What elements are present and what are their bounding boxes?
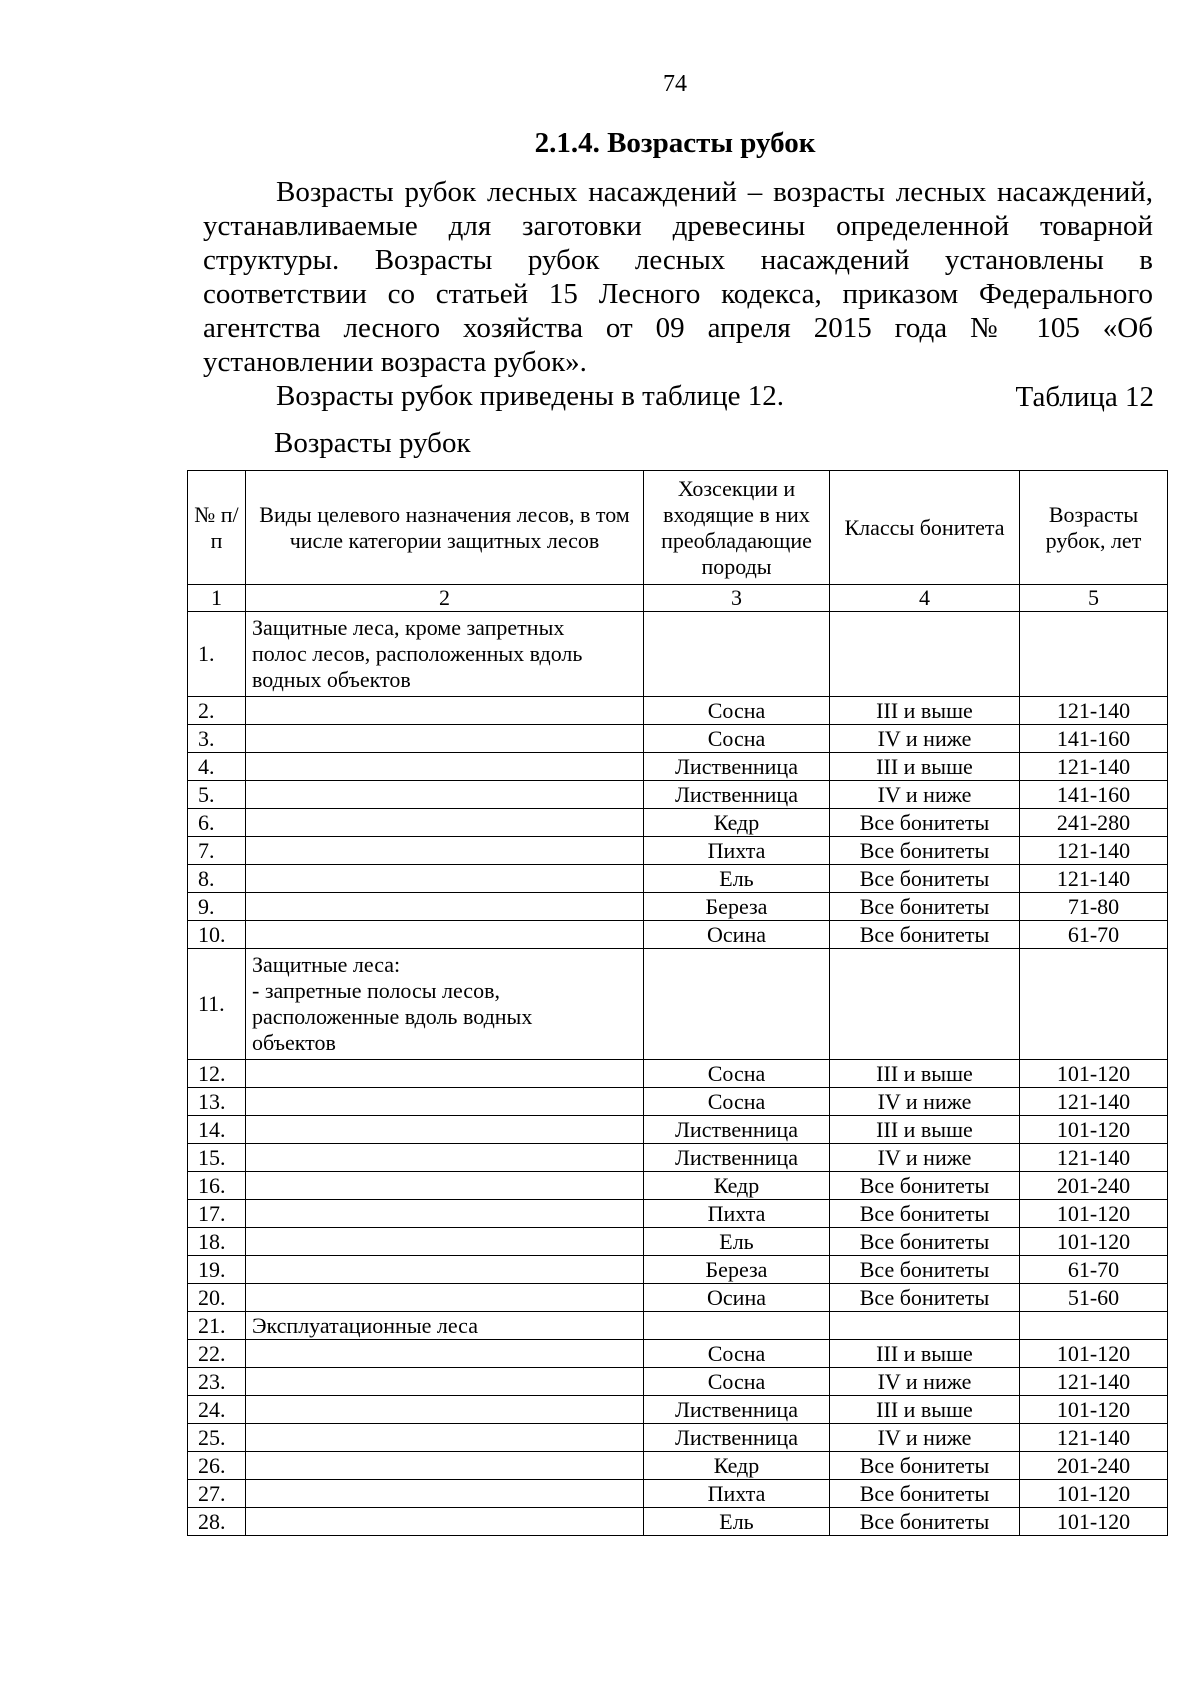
row-purpose [246, 1200, 644, 1228]
row-number: 24. [188, 1396, 246, 1424]
row-purpose [246, 1508, 644, 1536]
row-number: 2. [188, 697, 246, 725]
row-purpose [246, 809, 644, 837]
row-age: 241-280 [1020, 809, 1168, 837]
row-age: 121-140 [1020, 1144, 1168, 1172]
row-number: 28. [188, 1508, 246, 1536]
row-purpose [246, 1312, 644, 1340]
row-purpose [246, 1088, 644, 1116]
row-bonitet: III и выше [830, 753, 1020, 781]
row-purpose [246, 1368, 644, 1396]
row-purpose [246, 1284, 644, 1312]
row-bonitet: IV и ниже [830, 1368, 1020, 1396]
row-age: 101-120 [1020, 1228, 1168, 1256]
row-age: 101-120 [1020, 1200, 1168, 1228]
cutting-age-table [187, 470, 1168, 1536]
row-number: 6. [188, 809, 246, 837]
table-row [188, 1452, 1168, 1480]
table-row [188, 1312, 1168, 1340]
table-caption: Возрасты рубок [274, 427, 471, 459]
row-age: 61-70 [1020, 921, 1168, 949]
row-purpose-text: Эксплуатационные леса [252, 1312, 478, 1338]
table-row [188, 1368, 1168, 1396]
row-number: 15. [188, 1144, 246, 1172]
row-age [1020, 949, 1168, 1060]
table-row [188, 1256, 1168, 1284]
table-row [188, 1340, 1168, 1368]
table-row [188, 865, 1168, 893]
column-number-row [188, 585, 1168, 612]
row-number: 17. [188, 1200, 246, 1228]
row-species: Ель [644, 1228, 830, 1256]
row-species: Пихта [644, 1480, 830, 1508]
row-age: 101-120 [1020, 1480, 1168, 1508]
row-number: 16. [188, 1172, 246, 1200]
row-number: 12. [188, 1060, 246, 1088]
row-number: 8. [188, 865, 246, 893]
row-species: Кедр [644, 1452, 830, 1480]
row-bonitet: Все бонитеты [830, 1284, 1020, 1312]
row-bonitet: Все бонитеты [830, 1200, 1020, 1228]
row-species: Осина [644, 921, 830, 949]
row-bonitet [830, 949, 1020, 1060]
row-bonitet [830, 1312, 1020, 1340]
row-purpose [246, 1172, 644, 1200]
table-row [188, 1284, 1168, 1312]
table-row [188, 837, 1168, 865]
row-age [1020, 612, 1168, 697]
row-purpose [246, 697, 644, 725]
row-bonitet: Все бонитеты [830, 1452, 1020, 1480]
row-bonitet: Все бонитеты [830, 1172, 1020, 1200]
row-bonitet: III и выше [830, 697, 1020, 725]
table-row [188, 1508, 1168, 1536]
row-number: 4. [188, 753, 246, 781]
row-bonitet: IV и ниже [830, 1088, 1020, 1116]
column-number: 4 [830, 585, 1020, 612]
row-age: 121-140 [1020, 837, 1168, 865]
column-number: 3 [644, 585, 830, 612]
row-species: Лиственница [644, 1144, 830, 1172]
row-number: 13. [188, 1088, 246, 1116]
row-number: 25. [188, 1424, 246, 1452]
row-purpose [246, 1116, 644, 1144]
row-purpose [246, 1228, 644, 1256]
row-species: Ель [644, 1508, 830, 1536]
row-age: 121-140 [1020, 1368, 1168, 1396]
row-bonitet: IV и ниже [830, 1144, 1020, 1172]
table-body [188, 585, 1168, 1536]
row-number: 21. [188, 1312, 246, 1340]
table-label: Таблица 12 [1015, 381, 1154, 413]
row-species: Сосна [644, 1060, 830, 1088]
row-species: Лиственница [644, 1396, 830, 1424]
row-bonitet: Все бонитеты [830, 1256, 1020, 1284]
row-age: 201-240 [1020, 1172, 1168, 1200]
row-age: 61-70 [1020, 1256, 1168, 1284]
column-number: 5 [1020, 585, 1168, 612]
table-row [188, 1060, 1168, 1088]
row-number: 22. [188, 1340, 246, 1368]
row-purpose [246, 949, 644, 1060]
row-species: Береза [644, 893, 830, 921]
header-species: Хозсекции и входящие в них преобладающие породы [644, 471, 830, 585]
row-species: Сосна [644, 725, 830, 753]
intro-paragraph: Возрасты рубок лесных насаждений – возрасты лесных насаждений, устанавливаемые для заготовки древесины определенной товарной структуры. Возрасты рубок лесных насаждений установлены в соответствии со статьей 15 Лесного кодекса, приказом Федерального агентства лесного хозяйства от 09 апреля 2015 года № 105 «Об установлении возраста рубок». [203, 176, 1153, 378]
row-purpose [246, 837, 644, 865]
row-purpose [246, 725, 644, 753]
row-purpose [246, 1424, 644, 1452]
header-age: Возрасты рубок, лет [1020, 471, 1168, 585]
row-species [644, 612, 830, 697]
row-bonitet: III и выше [830, 1060, 1020, 1088]
row-bonitet [830, 612, 1020, 697]
row-number: 11. [188, 949, 246, 1060]
table-row [188, 612, 1168, 697]
row-species: Лиственница [644, 781, 830, 809]
row-bonitet: III и выше [830, 1340, 1020, 1368]
row-species: Сосна [644, 1340, 830, 1368]
row-bonitet: IV и ниже [830, 725, 1020, 753]
row-purpose [246, 1452, 644, 1480]
row-bonitet: Все бонитеты [830, 1508, 1020, 1536]
row-age: 101-120 [1020, 1116, 1168, 1144]
row-species: Лиственница [644, 1116, 830, 1144]
table-row [188, 809, 1168, 837]
row-number: 5. [188, 781, 246, 809]
row-number: 18. [188, 1228, 246, 1256]
row-bonitet: Все бонитеты [830, 1228, 1020, 1256]
row-age: 121-140 [1020, 1424, 1168, 1452]
row-age: 121-140 [1020, 753, 1168, 781]
table-row [188, 1424, 1168, 1452]
row-number: 23. [188, 1368, 246, 1396]
row-purpose [246, 612, 644, 697]
table-row [188, 1088, 1168, 1116]
row-species: Лиственница [644, 1424, 830, 1452]
row-age: 101-120 [1020, 1060, 1168, 1088]
row-purpose [246, 1256, 644, 1284]
table-row [188, 1116, 1168, 1144]
row-purpose-text: Защитные леса, кроме запретных полос лесов, расположенных вдоль водных объектов [252, 615, 583, 692]
row-purpose [246, 1396, 644, 1424]
row-age: 101-120 [1020, 1508, 1168, 1536]
table-row [188, 1396, 1168, 1424]
row-purpose [246, 1144, 644, 1172]
row-number: 10. [188, 921, 246, 949]
row-bonitet: Все бонитеты [830, 893, 1020, 921]
row-species: Пихта [644, 1200, 830, 1228]
row-purpose [246, 1340, 644, 1368]
row-purpose [246, 1060, 644, 1088]
row-age: 141-160 [1020, 781, 1168, 809]
row-number: 1. [188, 612, 246, 697]
table-row [188, 1200, 1168, 1228]
row-species: Ель [644, 865, 830, 893]
column-number: 2 [246, 585, 644, 612]
row-age: 71-80 [1020, 893, 1168, 921]
intro-paragraph-reference: Возрасты рубок приведены в таблице 12. [276, 380, 784, 412]
row-number: 26. [188, 1452, 246, 1480]
row-age: 101-120 [1020, 1396, 1168, 1424]
row-purpose-text: Защитные леса: - запретные полосы лесов, расположенные вдоль водных объектов [252, 952, 533, 1055]
table-row [188, 921, 1168, 949]
row-species [644, 949, 830, 1060]
page-number: 74 [663, 71, 687, 97]
row-bonitet: IV и ниже [830, 781, 1020, 809]
row-bonitet: Все бонитеты [830, 809, 1020, 837]
table-row [188, 753, 1168, 781]
table-header-row [188, 471, 1168, 585]
row-bonitet: Все бонитеты [830, 865, 1020, 893]
row-species: Пихта [644, 837, 830, 865]
table-row [188, 781, 1168, 809]
row-age: 121-140 [1020, 865, 1168, 893]
header-bonitet: Классы бонитета [830, 471, 1020, 585]
row-bonitet: III и выше [830, 1396, 1020, 1424]
row-purpose [246, 781, 644, 809]
header-number: № п/п [188, 471, 246, 585]
row-age: 101-120 [1020, 1340, 1168, 1368]
row-species: Сосна [644, 1368, 830, 1396]
row-age: 121-140 [1020, 697, 1168, 725]
table-row [188, 893, 1168, 921]
row-age: 121-140 [1020, 1088, 1168, 1116]
header-purpose: Виды целевого назначения лесов, в том числе категории защитных лесов [246, 471, 644, 585]
row-species: Осина [644, 1284, 830, 1312]
table-row [188, 1228, 1168, 1256]
row-age: 51-60 [1020, 1284, 1168, 1312]
row-number: 19. [188, 1256, 246, 1284]
row-bonitet: IV и ниже [830, 1424, 1020, 1452]
table-row [188, 697, 1168, 725]
row-number: 9. [188, 893, 246, 921]
intro-text [203, 175, 1153, 413]
table-row [188, 949, 1168, 1060]
row-species: Береза [644, 1256, 830, 1284]
row-species: Сосна [644, 697, 830, 725]
row-species: Сосна [644, 1088, 830, 1116]
row-species: Лиственница [644, 753, 830, 781]
table-row [188, 725, 1168, 753]
row-age: 201-240 [1020, 1452, 1168, 1480]
section-heading: 2.1.4. Возрасты рубок [534, 127, 816, 159]
table-row [188, 1480, 1168, 1508]
row-purpose [246, 865, 644, 893]
row-purpose [246, 1480, 644, 1508]
row-number: 3. [188, 725, 246, 753]
row-age [1020, 1312, 1168, 1340]
row-species: Кедр [644, 809, 830, 837]
row-number: 14. [188, 1116, 246, 1144]
row-age: 141-160 [1020, 725, 1168, 753]
row-purpose [246, 893, 644, 921]
column-number: 1 [188, 585, 246, 612]
row-species [644, 1312, 830, 1340]
row-bonitet: Все бонитеты [830, 837, 1020, 865]
row-purpose [246, 921, 644, 949]
table-row [188, 1172, 1168, 1200]
row-number: 20. [188, 1284, 246, 1312]
row-number: 7. [188, 837, 246, 865]
row-species: Кедр [644, 1172, 830, 1200]
row-bonitet: III и выше [830, 1116, 1020, 1144]
row-purpose [246, 753, 644, 781]
row-number: 27. [188, 1480, 246, 1508]
table-row [188, 1144, 1168, 1172]
row-bonitet: Все бонитеты [830, 1480, 1020, 1508]
row-bonitet: Все бонитеты [830, 921, 1020, 949]
